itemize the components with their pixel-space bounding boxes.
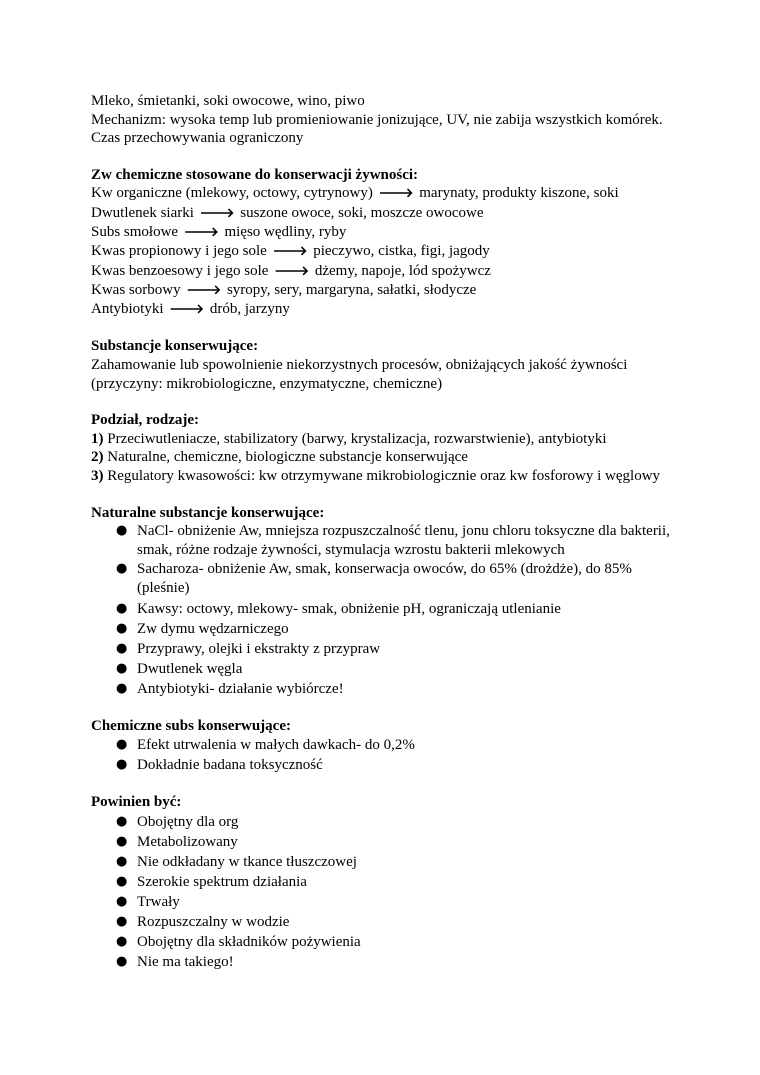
list-item	[91, 852, 671, 872]
bullet-icon: ●	[116, 833, 128, 849]
bullet-icon: ●	[116, 600, 128, 616]
chemical-compound-line	[91, 184, 671, 203]
bullet-icon: ●	[116, 893, 128, 909]
arrow-right-icon: 🡒	[378, 186, 414, 202]
arrow-right-icon: 🡒	[169, 302, 205, 318]
should-be-list	[91, 812, 671, 972]
compound-name: Kw organiczne (mlekowy, octowy, cytrynowy)	[91, 185, 373, 202]
list-item-text: Nie ma takiego!	[137, 953, 234, 970]
list-item	[91, 659, 671, 679]
chemical-list	[91, 735, 671, 775]
bullet-icon: ●	[116, 620, 128, 636]
list-item-text: Nie odkładany w tkance tłuszczowej	[137, 853, 357, 870]
division-item-text: Regulatory kwasowości: kw otrzymywane mikrobiologicznie oraz kw fosforowy i węglowy	[103, 468, 661, 485]
compound-use: suszone owoce, soki, moszcze owocowe	[240, 204, 484, 221]
bullet-icon: ●	[116, 913, 128, 929]
list-item	[91, 755, 671, 775]
compound-use: drób, jarzyny	[209, 301, 290, 318]
compound-use: mięso wędliny, ryby	[224, 223, 347, 240]
list-item	[91, 599, 671, 619]
division-item-number: 3)	[91, 468, 104, 485]
list-item	[91, 560, 671, 597]
division-item-text: Przeciwutleniacze, stabilizatory (barwy, krystalizacja, rozwarstwienie), antybiotyki	[103, 430, 607, 447]
bullet-icon: ●	[116, 640, 128, 656]
list-item-text: Dokładnie badana toksyczność	[137, 757, 323, 774]
list-item-text: Dwutlenek węgla	[137, 660, 243, 677]
division-item	[91, 448, 671, 467]
arrow-right-icon: 🡒	[186, 282, 222, 298]
compound-name: Dwutlenek siarki	[91, 204, 194, 221]
division-item	[91, 467, 671, 486]
chemical-compound-line	[91, 204, 671, 223]
list-item-text: Antybiotyki- działanie wybiórcze!	[137, 680, 344, 697]
bullet-icon: ●	[116, 853, 128, 869]
arrow-right-icon: 🡒	[272, 244, 308, 260]
bullet-icon: ●	[116, 813, 128, 829]
compound-name: Kwas propionowy i jego sole	[91, 243, 267, 260]
compound-name: Kwas benzoesowy i jego sole	[91, 262, 269, 279]
chemical-compound-line	[91, 262, 671, 281]
compound-name: Antybiotyki	[91, 301, 164, 318]
list-item-text: Sacharoza- obniżenie Aw, smak, konserwacja owoców, do 65% (drożdże), do 85% (pleśnie)	[137, 561, 632, 596]
list-item-text: Rozpuszczalny w wodzie	[137, 913, 290, 930]
list-item	[91, 872, 671, 892]
list-item	[91, 932, 671, 952]
list-item	[91, 619, 671, 639]
bullet-icon: ●	[116, 873, 128, 889]
arrow-right-icon: 🡒	[199, 205, 235, 221]
chemical-compounds-list	[91, 184, 671, 319]
chemical-compounds-heading: Zw chemiczne stosowane do konserwacji żywności:	[91, 166, 419, 183]
compound-use: dżemy, napoje, lód spożywcz	[314, 262, 491, 279]
list-item	[91, 679, 671, 699]
division-item-text: Naturalne, chemiczne, biologiczne substancje konserwujące	[103, 449, 468, 466]
preservatives-text: Zahamowanie lub spowolnienie niekorzystnych procesów, obniżających jakość żywności (przyczyny: mikrobiologiczne, enzymatyczne, chemiczne)	[91, 357, 628, 392]
division-item-number: 2)	[91, 449, 104, 466]
compound-use: syropy, sery, margaryna, sałatki, słodycze	[226, 281, 477, 298]
compound-name: Subs smołowe	[91, 223, 179, 240]
arrow-right-icon: 🡒	[183, 224, 219, 240]
bullet-icon: ●	[116, 680, 128, 696]
list-item-text: NaCl- obniżenie Aw, mniejsza rozpuszczalność tlenu, jonu chloru toksyczne dla bakterii, smak, różne rodzaje żywności, stymulacja wzrostu bakterii mlekowych	[137, 523, 670, 558]
bullet-icon: ●	[116, 953, 128, 969]
list-item-text: Szerokie spektrum działania	[137, 873, 307, 890]
list-item	[91, 832, 671, 852]
bullet-icon: ●	[116, 523, 128, 539]
list-item	[91, 639, 671, 659]
list-item	[91, 522, 671, 559]
arrow-right-icon: 🡒	[274, 263, 310, 279]
list-item	[91, 735, 671, 755]
chemical-compound-line	[91, 300, 671, 319]
list-item-text: Trwały	[137, 893, 180, 910]
list-item	[91, 892, 671, 912]
chemical-compound-line	[91, 223, 671, 242]
list-item-text: Kawsy: octowy, mlekowy- smak, obniżenie pH, ograniczają utlenianie	[137, 600, 561, 617]
document-page	[91, 92, 671, 972]
should-be-heading: Powinien być:	[91, 794, 182, 811]
division-heading: Podział, rodzaje:	[91, 412, 200, 429]
intro-line-2: Mechanizm: wysoka temp lub promieniowanie jonizujące, UV, nie zabija wszystkich komórek. Czas przechowywania ograniczony	[91, 111, 663, 147]
compound-name: Kwas sorbowy	[91, 281, 181, 298]
bullet-icon: ●	[116, 737, 128, 753]
natural-heading: Naturalne substancje konserwujące:	[91, 504, 325, 521]
chemical-heading: Chemiczne subs konserwujące:	[91, 717, 291, 734]
bullet-icon: ●	[116, 757, 128, 773]
list-item-text: Efekt utrwalenia w małych dawkach- do 0,2%	[137, 737, 415, 754]
compound-use: pieczywo, cistka, figi, jagody	[313, 243, 490, 260]
division-item	[91, 430, 671, 449]
natural-list	[91, 522, 671, 698]
intro-line-1: Mleko, śmietanki, soki owocowe, wino, piwo	[91, 93, 365, 109]
bullet-icon: ●	[116, 660, 128, 676]
bullet-icon: ●	[116, 933, 128, 949]
list-item	[91, 812, 671, 832]
list-item-text: Metabolizowany	[137, 833, 238, 850]
bullet-icon: ●	[116, 561, 128, 577]
compound-use: marynaty, produkty kiszone, soki	[419, 185, 619, 202]
list-item-text: Obojętny dla org	[137, 813, 239, 830]
division-item-number: 1)	[91, 430, 104, 447]
list-item-text: Obojętny dla składników pożywienia	[137, 933, 361, 950]
preservatives-heading: Substancje konserwujące:	[91, 338, 259, 355]
list-item-text: Zw dymu wędzarniczego	[137, 620, 289, 637]
chemical-compound-line	[91, 242, 671, 261]
list-item	[91, 952, 671, 972]
list-item-text: Przyprawy, olejki i ekstrakty z przypraw	[137, 640, 381, 657]
list-item	[91, 912, 671, 932]
chemical-compound-line	[91, 281, 671, 300]
